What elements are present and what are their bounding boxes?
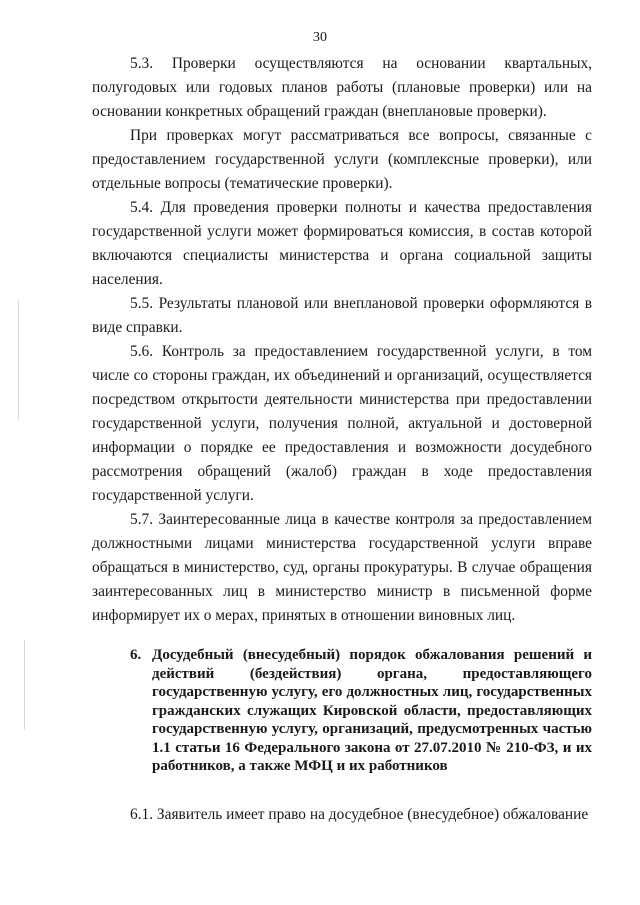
section-title: Досудебный (внесудебный) порядок обжалования решений и действий (бездействия) органа, предоставляющего государственную услугу, его должностных лиц, государственных гражданских служащих Кировской области, предоставляющих государственную услугу, организаций, предусмотренных частью 1.1 статьи 16 Федерального закона от 27.07.2010 № 210-ФЗ, и их работников, а также МФЦ и их работников [152, 647, 592, 774]
page-number: 30 [313, 30, 327, 45]
paragraph-5-3-continued: При проверках могут рассматриваться все вопросы, связанные с предоставлением государственной услуги (комплексные проверки), или отдельные вопросы (тематические проверки). [92, 127, 592, 192]
section-6-heading [130, 646, 592, 776]
scan-margin-line [24, 640, 25, 730]
paragraph-5-6: 5.6. Контроль за предоставлением государственной услуги, в том числе со стороны граждан, их объединений и организаций, осуществляется посредством открытости деятельности министерства при предоставлении государственной услуги, получения полной, актуальной и достоверной информации о порядке ее предоставления и возможности досудебного рассмотрения обращений (жалоб) граждан в ходе предоставления государственной услуги. [92, 343, 592, 504]
paragraph-5-5: 5.5. Результаты плановой или внеплановой проверки оформляются в виде справки. [92, 295, 592, 336]
paragraph-5-7: 5.7. Заинтересованные лица в качестве контроля за предоставлением должностными лицами министерства государственной услуги вправе обращаться в министерство, суд, органы прокуратуры. В случае обращения заинтересованных лиц в министерство министр в письменной форме информирует их о мерах, принятых в отношении виновных лиц. [92, 511, 592, 624]
section-number: 6. [130, 647, 142, 663]
body-text [92, 52, 592, 628]
paragraph-6-1: 6.1. Заявитель имеет право на досудебное (внесудебное) обжалование [130, 806, 589, 823]
paragraph-5-4: 5.4. Для проведения проверки полноты и качества предоставления государственной услуги может формироваться комиссия, в состав которой включаются специалисты министерства и органа социальной защиты населения. [92, 199, 592, 288]
paragraph-5-3: 5.3. Проверки осуществляются на основании квартальных, полугодовых или годовых планов работы (плановые проверки) или на основании конкретных обращений граждан (внеплановые проверки). [92, 55, 592, 120]
scan-margin-line [18, 300, 19, 420]
